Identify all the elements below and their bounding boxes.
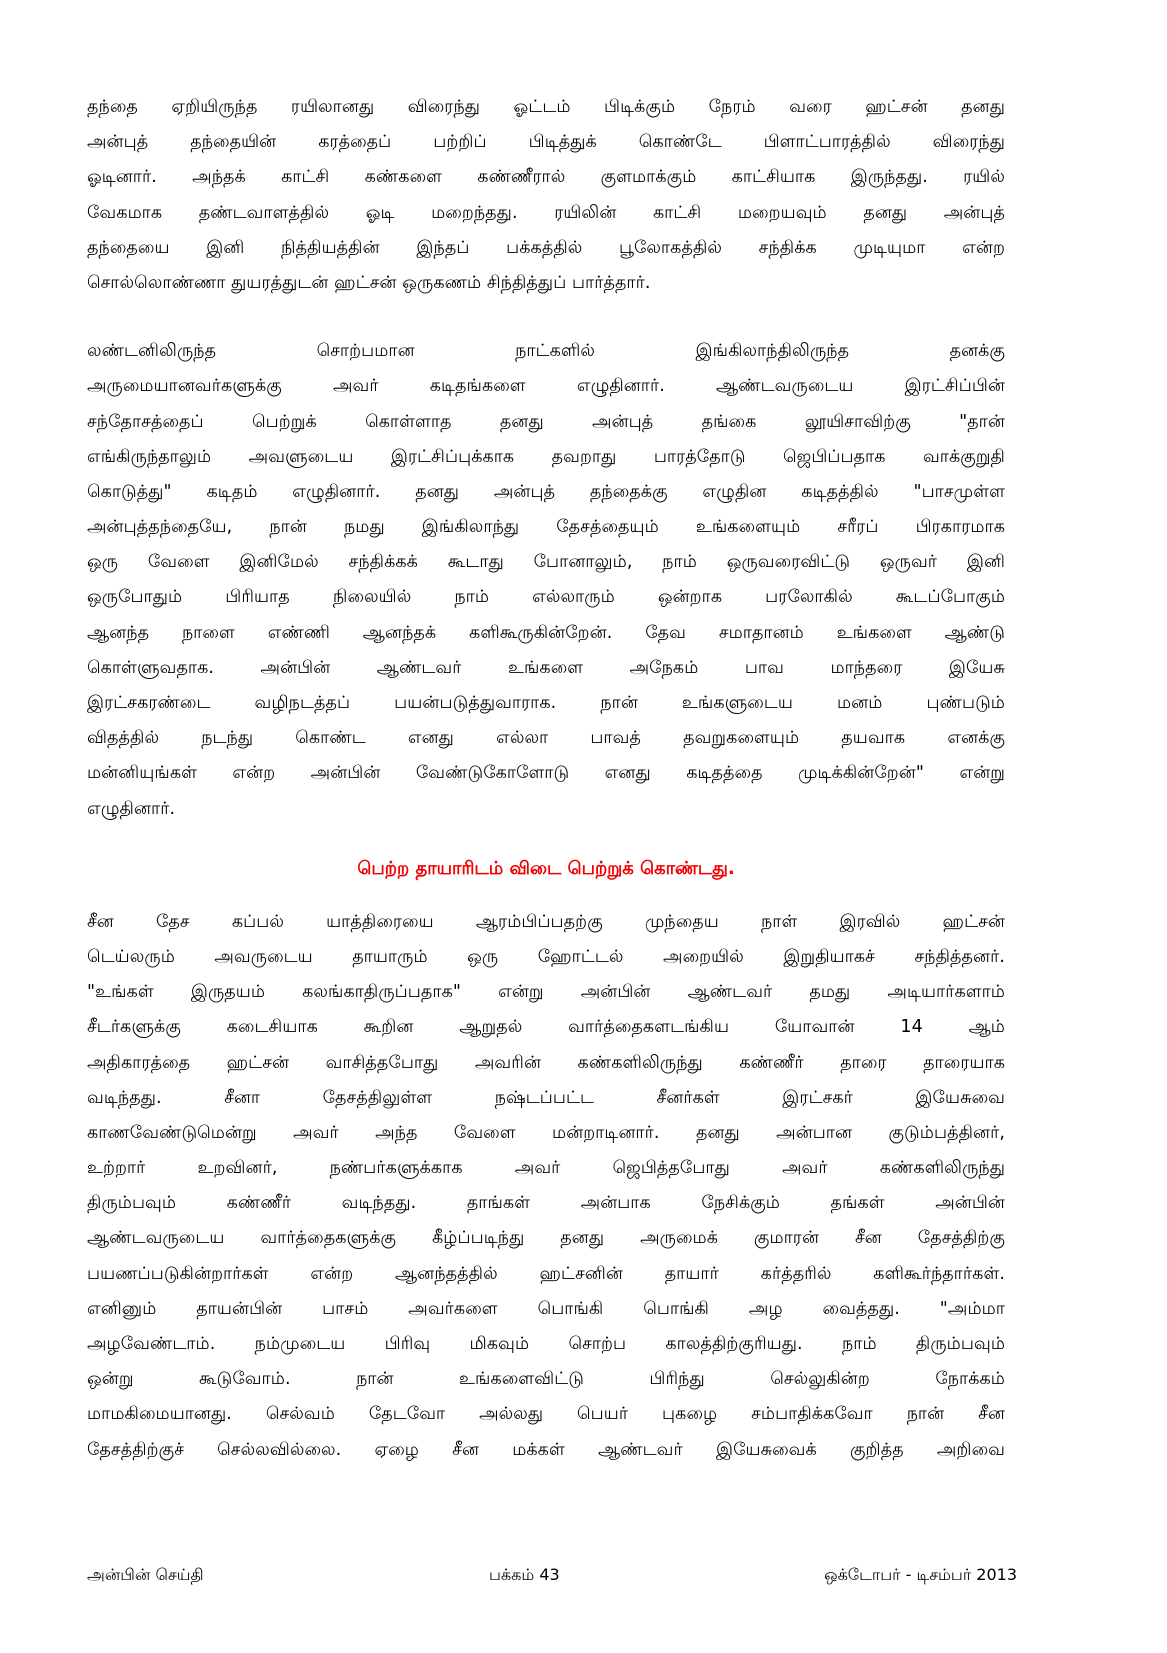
paragraph-1 — [87, 90, 1005, 301]
text-line: அருமையானவர்களுக்கு அவர் கடிதங்களை எழுதினார். ஆண்டவருடைய இரட்சிப்பின் — [87, 376, 1005, 397]
text-line: தந்தை ஏறியிருந்த ரயிலானது விரைந்து ஓட்டம் பிடிக்கும் நேரம் வரை ஹட்சன் தனது — [87, 97, 1005, 117]
text-line: விதத்தில் நடந்து கொண்ட எனது எல்லா பாவத் தவறுகளையும் தயவாக எனக்கு — [87, 728, 1005, 749]
document-body — [87, 90, 1005, 1468]
text-line: ஒருபோதும் பிரியாத நிலையில் நாம் எல்லாரும் ஒன்றாக பரலோகில் கூடப்போகும் — [87, 587, 1005, 608]
text-line: சந்தோசத்தைப் பெற்றுக் கொள்ளாத தனது அன்புத் தங்கை லூயிசாவிற்கு "தான் — [87, 411, 1005, 432]
text-line: சீடர்களுக்கு கடைசியாக கூறின ஆறுதல் வார்த்தைகளடங்கிய யோவான் 14 ஆம் — [87, 1017, 1005, 1038]
text-line: தேசத்திற்குச் செல்லவில்லை. ஏழை சீன மக்கள் ஆண்டவர் இயேசுவைக் குறித்த அறிவை — [87, 1439, 1005, 1460]
text-line: வேகமாக தண்டவாளத்தில் ஓடி மறைந்தது. ரயிலின் காட்சி மறையவும் தனது அன்புத் — [87, 202, 1005, 223]
text-line: அழவேண்டாம். நம்முடைய பிரிவு மிகவும் சொற்ப காலத்திற்குரியது. நாம் திரும்பவும் — [87, 1334, 1005, 1354]
text-line: ஒரு வேளை இனிமேல் சந்திக்கக் கூடாது போனாலும், நாம் ஒருவரைவிட்டு ஒருவர் இனி — [87, 552, 1005, 573]
text-line: ஒன்று கூடுவோம். நான் உங்களைவிட்டு பிரிந்து செல்லுகின்ற நோக்கம் — [87, 1369, 1005, 1390]
text-line: எழுதினார். — [87, 798, 176, 819]
text-line: மன்னியுங்கள் என்ற அன்பின் வேண்டுகோளோடு எனது கடிதத்தை முடிக்கின்றேன்" என்று — [87, 763, 1005, 784]
page-footer — [87, 1560, 1017, 1590]
text-line: அதிகாரத்தை ஹட்சன் வாசித்தபோது அவரின் கண்களிலிருந்து கண்ணீர் தாரை தாரையாக — [87, 1052, 1005, 1073]
text-line: காணவேண்டுமென்று அவர் அந்த வேளை மன்றாடினார். தனது அன்பான குடும்பத்தினர், — [87, 1122, 1005, 1143]
text-line: திரும்பவும் கண்ணீர் வடிந்தது. தாங்கள் அன்பாக நேசிக்கும் தங்கள் அன்பின் — [87, 1193, 1005, 1214]
footer-issue-date: ஒக்டோபர் - டிசம்பர் 2013 — [824, 1565, 1017, 1584]
text-line: பயணப்படுகின்றார்கள் என்ற ஆனந்தத்தில் ஹட்சனின் தாயார் கர்த்தரில் களிகூர்ந்தார்கள். — [87, 1263, 1005, 1284]
text-line: சீன தேச கப்பல் யாத்திரையை ஆரம்பிப்பதற்கு முந்தைய நாள் இரவில் ஹட்சன் — [87, 911, 1005, 932]
text-line: ஆண்டவருடைய வார்த்தைகளுக்கு கீழ்ப்படிந்து தனது அருமைக் குமாரன் சீன தேசத்திற்கு — [87, 1228, 1005, 1249]
section-heading: பெற்ற தாயாரிடம் விடை பெற்றுக் கொண்டது. — [357, 857, 735, 879]
text-line: டெய்லரும் அவருடைய தாயாரும் ஒரு ஹோட்டல் அறையில் இறுதியாகச் சந்தித்தனர். — [87, 946, 1005, 967]
text-line: இரட்சகரண்டை வழிநடத்தப் பயன்படுத்துவாராக. நான் உங்களுடைய மனம் புண்படும் — [87, 693, 1005, 713]
text-line: தந்தையை இனி நித்தியத்தின் இந்தப் பக்கத்தில் பூலோகத்தில் சந்திக்க முடியுமா என்ற — [87, 237, 1005, 258]
paragraph-gap — [87, 887, 1005, 905]
text-line: மாமகிமையானது. செல்வம் தேடவோ அல்லது பெயர் புகழை சம்பாதிக்கவோ நான் சீன — [87, 1404, 1005, 1425]
paragraph-gap — [87, 301, 1005, 334]
text-line: சொல்லொண்ணா துயரத்துடன் ஹட்சன் ஒருகணம் சிந்தித்துப் பார்த்தார். — [87, 272, 651, 293]
text-line: லண்டனிலிருந்த சொற்பமான நாட்களில் இங்கிலாந்திலிருந்த தனக்கு — [87, 341, 1005, 362]
paragraph-2 — [87, 334, 1005, 827]
text-line: வடிந்தது. சீனா தேசத்திலுள்ள நஷ்டப்பட்ட சீனர்கள் இரட்சகர் இயேசுவை — [87, 1087, 1005, 1108]
paragraph-3 — [87, 905, 1005, 1468]
text-line: எங்கிருந்தாலும் அவளுடைய இரட்சிப்புக்காக தவறாது பாரத்தோடு ஜெபிப்பதாக வாக்குறுதி — [87, 446, 1005, 467]
footer-page-number: பக்கம் 43 — [489, 1565, 560, 1584]
paragraph-gap — [87, 827, 1005, 851]
text-line: உற்றார் உறவினர், நண்பர்களுக்காக அவர் ஜெபித்தபோது அவர் கண்களிலிருந்து — [87, 1158, 1005, 1179]
text-line: ஆனந்த நாளை எண்ணி ஆனந்தக் களிகூருகின்றேன். தேவ சமாதானம் உங்களை ஆண்டு — [87, 622, 1005, 643]
text-line: கொடுத்து" கடிதம் எழுதினார். தனது அன்புத் தந்தைக்கு எழுதின கடிதத்தில் "பாசமுள்ள — [87, 481, 1005, 502]
text-line: அன்புத்தந்தையே, நான் நமது இங்கிலாந்து தேசத்தையும் உங்களையும் சரீரப் பிரகாரமாக — [87, 517, 1005, 538]
text-line: கொள்ளுவதாக. அன்பின் ஆண்டவர் உங்களை அநேகம் பாவ மாந்தரை இயேசு — [87, 657, 1005, 678]
text-line: அன்புத் தந்தையின் கரத்தைப் பற்றிப் பிடித்துக் கொண்டே பிளாட்பாரத்தில் விரைந்து — [87, 132, 1005, 153]
text-line: ஓடினார். அந்தக் காட்சி கண்களை கண்ணீரால் குளமாக்கும் காட்சியாக இருந்தது. ரயில் — [87, 167, 1005, 188]
text-line: எனினும் தாயன்பின் பாசம் அவர்களை பொங்கி பொங்கி அழ வைத்தது. "அம்மா — [87, 1298, 1005, 1319]
footer-publication: அன்பின் செய்தி — [87, 1565, 204, 1584]
text-line: "உங்கள் இருதயம் கலங்காதிருப்பதாக" என்று அன்பின் ஆண்டவர் தமது அடியார்களாம் — [87, 982, 1005, 1003]
